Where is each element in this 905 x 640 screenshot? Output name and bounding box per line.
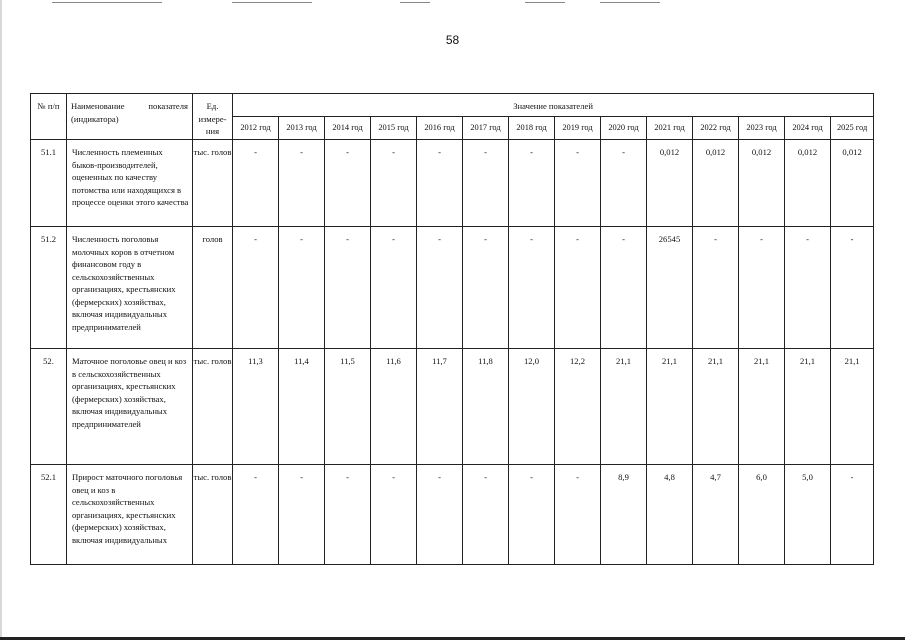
value-cell: 6,0 bbox=[739, 465, 785, 565]
value-cell: - bbox=[509, 465, 555, 565]
header-num: № п/п bbox=[31, 94, 67, 140]
scan-top-edge bbox=[0, 0, 905, 8]
value-cell: 26545 bbox=[647, 227, 693, 349]
table-row bbox=[31, 349, 874, 465]
value-cell: 4,7 bbox=[693, 465, 739, 565]
value-cell: 11,6 bbox=[371, 349, 417, 465]
value-cell: - bbox=[601, 227, 647, 349]
value-cell: - bbox=[279, 140, 325, 227]
header-year: 2022 год bbox=[693, 117, 739, 140]
header-year: 2015 год bbox=[371, 117, 417, 140]
value-cell: 21,1 bbox=[785, 349, 831, 465]
value-cell: - bbox=[785, 227, 831, 349]
value-cell: 0,012 bbox=[693, 140, 739, 227]
value-cell: - bbox=[831, 227, 874, 349]
header-values-group: Значение показателей bbox=[233, 94, 874, 117]
value-cell: - bbox=[233, 465, 279, 565]
value-cell: - bbox=[739, 227, 785, 349]
value-cell: 11,8 bbox=[463, 349, 509, 465]
value-cell: 21,1 bbox=[693, 349, 739, 465]
value-cell: 21,1 bbox=[831, 349, 874, 465]
header-year: 2017 год bbox=[463, 117, 509, 140]
unit-cell: тыс. голов bbox=[193, 465, 233, 565]
value-cell: 11,3 bbox=[233, 349, 279, 465]
value-cell: - bbox=[509, 140, 555, 227]
value-cell: - bbox=[325, 140, 371, 227]
value-cell: 0,012 bbox=[647, 140, 693, 227]
value-cell: - bbox=[601, 140, 647, 227]
value-cell: 12,0 bbox=[509, 349, 555, 465]
header-unit: Ед. измере-ния bbox=[193, 94, 233, 140]
value-cell: 21,1 bbox=[647, 349, 693, 465]
value-cell: 5,0 bbox=[785, 465, 831, 565]
page-number: 58 bbox=[445, 33, 460, 47]
value-cell: - bbox=[555, 140, 601, 227]
value-cell: - bbox=[417, 227, 463, 349]
indicator-name: Прирост маточного поголовья овец и коз в сельскохозяйственных организациях, крестьянских (фермерских) хозяйствах, включая индивидуальных bbox=[67, 465, 193, 565]
header-year: 2020 год bbox=[601, 117, 647, 140]
header-year: 2019 год bbox=[555, 117, 601, 140]
value-cell: - bbox=[463, 140, 509, 227]
header-year: 2025 год bbox=[831, 117, 874, 140]
value-cell: - bbox=[233, 140, 279, 227]
value-cell: 11,5 bbox=[325, 349, 371, 465]
value-cell: 4,8 bbox=[647, 465, 693, 565]
value-cell: - bbox=[555, 227, 601, 349]
value-cell: 11,4 bbox=[279, 349, 325, 465]
header-year: 2021 год bbox=[647, 117, 693, 140]
value-cell: - bbox=[371, 227, 417, 349]
unit-cell: тыс. голов bbox=[193, 140, 233, 227]
value-cell: 11,7 bbox=[417, 349, 463, 465]
row-number: 52.1 bbox=[31, 465, 67, 565]
indicators-table bbox=[30, 93, 874, 565]
indicator-name: Численность поголовья молочных коров в отчетном финансовом году в сельскохозяйственных организациях, крестьянских (фермерских) хозяйствах, включая индивидуальных предпринимателей bbox=[67, 227, 193, 349]
value-cell: - bbox=[371, 465, 417, 565]
table-row bbox=[31, 140, 874, 227]
value-cell: 12,2 bbox=[555, 349, 601, 465]
header-year: 2012 год bbox=[233, 117, 279, 140]
table-row bbox=[31, 227, 874, 349]
value-cell: - bbox=[279, 227, 325, 349]
header-year: 2016 год bbox=[417, 117, 463, 140]
value-cell: - bbox=[509, 227, 555, 349]
table-row bbox=[31, 465, 874, 565]
value-cell: 0,012 bbox=[785, 140, 831, 227]
value-cell: - bbox=[371, 140, 417, 227]
value-cell: - bbox=[693, 227, 739, 349]
value-cell: - bbox=[325, 227, 371, 349]
header-year: 2024 год bbox=[785, 117, 831, 140]
value-cell: - bbox=[831, 465, 874, 565]
row-number: 51.2 bbox=[31, 227, 67, 349]
value-cell: - bbox=[463, 227, 509, 349]
value-cell: 8,9 bbox=[601, 465, 647, 565]
indicator-name: Маточное поголовье овец и коз в сельскохозяйственных организациях, крестьянских (фермерских) хозяйствах, включая индивидуальных предпринимателей bbox=[67, 349, 193, 465]
value-cell: 0,012 bbox=[739, 140, 785, 227]
unit-cell: голов bbox=[193, 227, 233, 349]
value-cell: - bbox=[279, 465, 325, 565]
value-cell: 21,1 bbox=[739, 349, 785, 465]
header-year: 2013 год bbox=[279, 117, 325, 140]
scan-left-edge bbox=[0, 0, 2, 640]
header-year: 2023 год bbox=[739, 117, 785, 140]
indicator-name: Численность племенных быков-производителей, оцененных по качеству потомства или находящихся в процессе оценки этого качества bbox=[67, 140, 193, 227]
header-row-top bbox=[31, 94, 874, 117]
row-number: 51.1 bbox=[31, 140, 67, 227]
value-cell: - bbox=[417, 140, 463, 227]
value-cell: - bbox=[325, 465, 371, 565]
value-cell: - bbox=[463, 465, 509, 565]
header-year: 2018 год bbox=[509, 117, 555, 140]
value-cell: - bbox=[417, 465, 463, 565]
value-cell: - bbox=[555, 465, 601, 565]
value-cell: 0,012 bbox=[831, 140, 874, 227]
value-cell: - bbox=[233, 227, 279, 349]
header-year: 2014 год bbox=[325, 117, 371, 140]
row-number: 52. bbox=[31, 349, 67, 465]
value-cell: 21,1 bbox=[601, 349, 647, 465]
unit-cell: тыс. голов bbox=[193, 349, 233, 465]
header-name: Наименование показателя (индикатора) bbox=[67, 94, 193, 140]
